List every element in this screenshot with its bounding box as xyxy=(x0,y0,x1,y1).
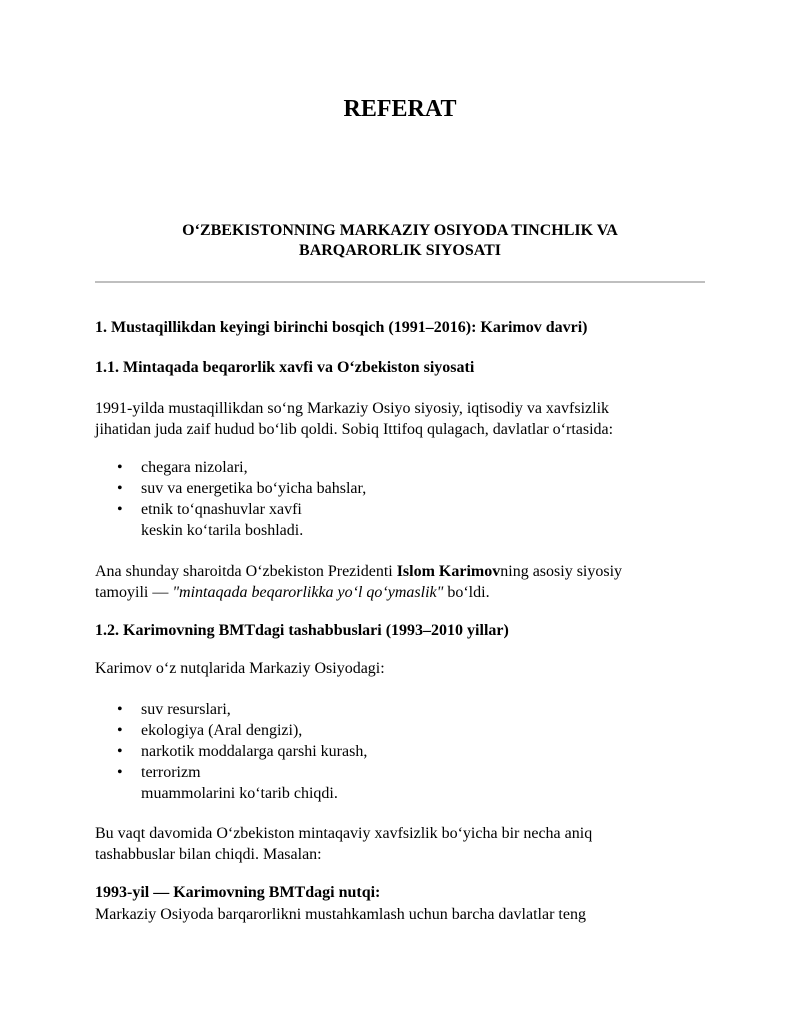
paragraph-line xyxy=(95,582,715,603)
list-continuation: keskin ko‘tarila boshladi. xyxy=(141,522,304,539)
document-title: REFERAT xyxy=(343,96,457,122)
paragraph-1993 xyxy=(95,904,715,925)
text-run: tamoyili — xyxy=(95,584,173,601)
list-item: • etnik to‘qnashuvlar xavfi xyxy=(95,499,715,520)
subtitle-line: BARQARORLIK SIYOSATI xyxy=(299,242,501,259)
horizontal-divider xyxy=(95,281,705,283)
section-1-2-heading: 1.2. Karimovning BMTdagi tashabbuslari (1993–2010 yillar) xyxy=(95,622,509,639)
document-subtitle xyxy=(95,221,705,261)
paragraph-line: tashabbuslar bilan chiqdi. Masalan: xyxy=(95,846,322,863)
list-continuation: muammolarini ko‘tarib chiqdi. xyxy=(141,785,338,802)
bold-name: Islom Karimov xyxy=(396,563,501,580)
list-item: • ekologiya (Aral dengizi), xyxy=(95,720,715,741)
section-1-1-heading: 1.1. Mintaqada beqarorlik xavfi va O‘zbekiston siyosati xyxy=(95,359,475,376)
paragraph-intro xyxy=(95,398,715,440)
subheading-1993: 1993-yil — Karimovning BMTdagi nutqi: xyxy=(95,884,381,901)
section-1-heading: 1. Mustaqillikdan keyingi birinchi bosqich (1991–2016): Karimov davri) xyxy=(95,319,588,336)
paragraph-initiatives xyxy=(95,823,715,865)
subtitle-line: O‘ZBEKISTONNING MARKAZIY OSIYODA TINCHLIK VA xyxy=(182,222,618,239)
paragraph-line: Markaziy Osiyoda barqarorlikni mustahkamlash uchun barcha davlatlar teng xyxy=(95,906,586,923)
list-item: • suv va energetika bo‘yicha bahslar, xyxy=(95,478,715,499)
paragraph-karimov-principle xyxy=(95,561,715,603)
list-item: • terrorizm xyxy=(95,762,715,783)
list-item: • chegara nizolari, xyxy=(95,457,715,478)
tensions-list xyxy=(95,457,715,541)
text-run: bo‘ldi. xyxy=(443,584,490,601)
issues-list xyxy=(95,699,715,804)
paragraph-karimov-speeches: Karimov o‘z nutqlarida Markaziy Osiyodagi: xyxy=(95,660,385,677)
paragraph-line xyxy=(95,561,715,582)
italic-quote: "mintaqada beqarorlikka yo‘l qo‘ymaslik" xyxy=(172,584,444,601)
paragraph-line: Bu vaqt davomida O‘zbekiston mintaqaviy xavfsizlik bo‘yicha bir necha aniq xyxy=(95,825,593,842)
text-run: ning asosiy siyosiy xyxy=(500,563,623,580)
text-run: Ana shunday sharoitda O‘zbekiston Prezidenti xyxy=(95,563,397,580)
paragraph-line: jihatidan juda zaif hudud bo‘lib qoldi. Sobiq Ittifoq qulagach, davlatlar o‘rtasida: xyxy=(95,421,614,438)
paragraph-line: 1991-yilda mustaqillikdan so‘ng Markaziy Osiyo siyosiy, iqtisodiy va xavfsizlik xyxy=(95,400,610,417)
list-item: • narkotik moddalarga qarshi kurash, xyxy=(95,741,715,762)
list-item: • suv resurslari, xyxy=(95,699,715,720)
